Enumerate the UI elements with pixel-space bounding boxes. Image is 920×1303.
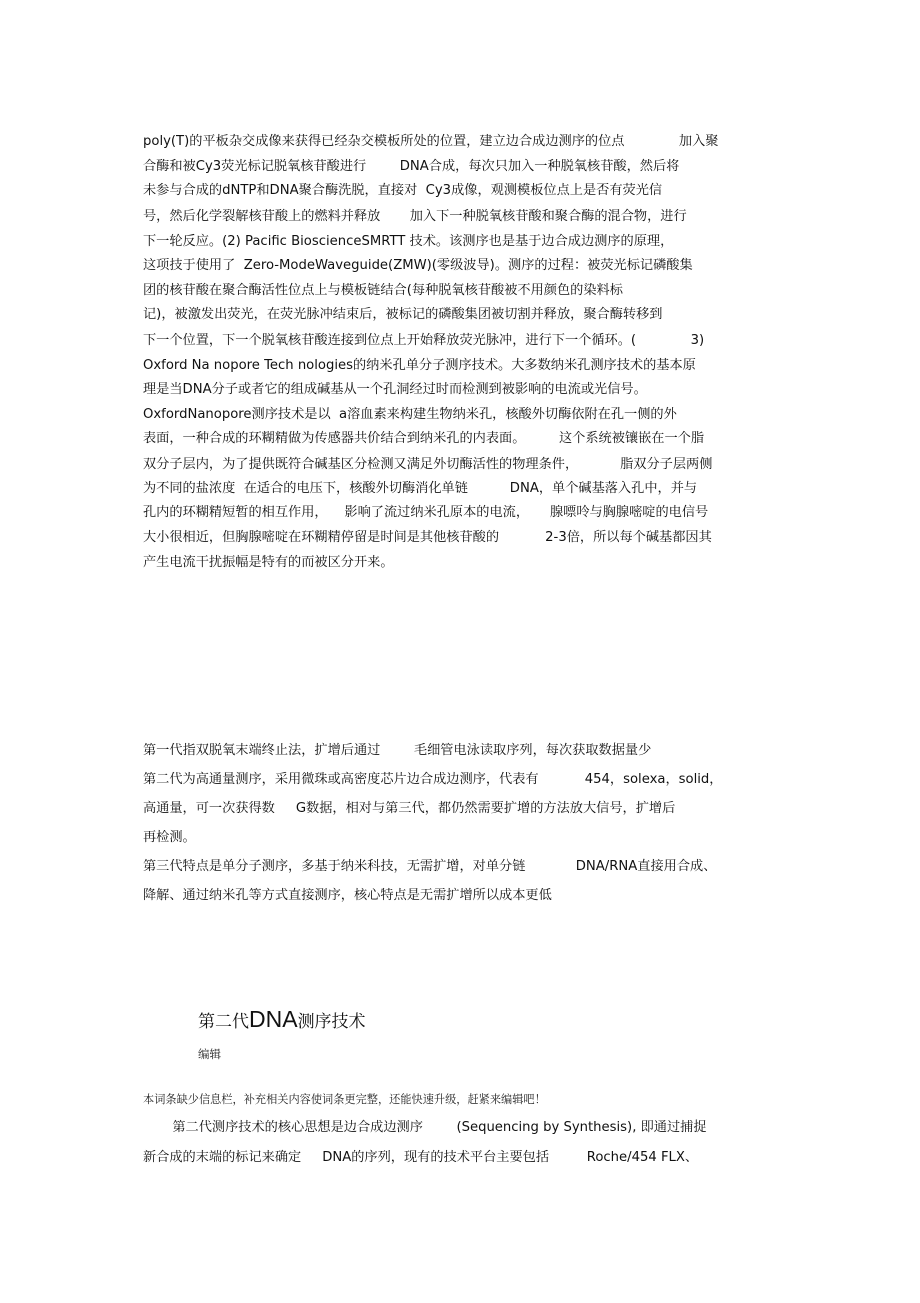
text-line: 第三代特点是单分子测序，多基于纳米科技，无需扩增，对单分链 DNA/RNA直接用合成、 (143, 859, 717, 874)
text-line: 降解、通过纳米孔等方式直接测序，核心特点是无需扩增所以成本更低 (143, 888, 552, 903)
text-line: 第一代指双脱氧末端终止法，扩增后通过 毛细管电泳读取序列，每次获取数据量少 (143, 743, 652, 758)
edit-link[interactable]: 编辑 (198, 1047, 221, 1061)
text-line: 产生电流干扰振幅是特有的而被区分开来。 (143, 555, 394, 570)
text-line: 团的核苷酸在聚合酶活性位点上与模板链结合(每种脱氧核苷酸被不用颜色的染料标 (143, 283, 623, 298)
section-title-latin: DNA (249, 1006, 298, 1032)
text-line: 未参与合成的dNTP和DNA聚合酶洗脱，直接对 Cy3成像，观测模板位点上是否有荧光信 (143, 183, 663, 198)
text-line: 这项技于使用了 Zero-ModeWaveguide(ZMW)(零级波导)。测序的过程：被荧光标记磷酸集 (143, 258, 693, 273)
text-line: 新合成的末端的标记来确定 DNA的序列，现有的技术平台主要包括 Roche/454 FLX、 (143, 1150, 699, 1165)
text-line: OxfordNanopore测序技术是以 a溶血素来构建生物纳米孔，核酸外切酶依附在孔一侧的外 (143, 407, 677, 422)
text-line: 下一轮反应。(2) Pacific BioscienceSMRTT 技术。该测序也是基于边合成边测序的原理， (143, 234, 674, 249)
text-line: 表面，一种合成的环糊精做为传感器共价结合到纳米孔的内表面。 这个系统被镶嵌在一个脂 (143, 431, 705, 446)
missing-infobox-notice: 本词条缺少信息栏，补充相关内容使词条更完整，还能快速升级，赶紧来编辑吧！ (143, 1093, 546, 1106)
text-line: 再检测。 (143, 830, 196, 845)
text-line: 记)，被激发出荧光，在荧光脉冲结束后，被标记的磷酸集团被切割并释放，聚合酶转移到 (143, 307, 663, 322)
text-line: 下一个位置，下一个脱氧核苷酸连接到位点上开始释放荧光脉冲，进行下一个循环。( 3) (143, 333, 705, 348)
text-line: 为不同的盐浓度 在适合的电压下，核酸外切酶消化单链 DNA，单个碱基落入孔中，并与 (143, 481, 698, 496)
text-line: 大小很相近，但胸腺嘧啶在环糊精停留是时间是其他核苷酸的 2-3倍，所以每个碱基都因其 (143, 530, 712, 545)
text-line: poly(T)的平板杂交成像来获得已经杂交模板所处的位置，建立边合成边测序的位点 加入聚 (143, 134, 719, 149)
text-line: 孔内的环糊精短暂的相互作用， 影响了流过纳米孔原本的电流， 腺嘌呤与胸腺嘧啶的电信号 (143, 505, 709, 520)
text-line: 理是当DNA分子或者它的组成碱基从一个孔洞经过时而检测到被影响的电流或光信号。 (143, 382, 647, 397)
text-line: 高通量，可一次获得数 G数据，相对与第三代，都仍然需要扩增的方法放大信号，扩增后 (143, 801, 676, 816)
text-line: 第二代为高通量测序，采用微珠或高密度芯片边合成边测序，代表有 454，solexa，solid， (143, 772, 723, 787)
text-line: 合酶和被Cy3荧光标记脱氧核苷酸进行 DNA合成，每次只加入一种脱氧核苷酸，然后将 (143, 159, 680, 174)
section-title-prefix: 第二代 (198, 1012, 249, 1032)
text-line: Oxford Na nopore Tech nologies的纳米孔单分子测序技术。大多数纳米孔测序技术的基本原 (143, 358, 696, 373)
text-line: 号，然后化学裂解核苷酸上的燃料并释放 加入下一种脱氧核苷酸和聚合酶的混合物，进行 (143, 209, 687, 224)
section-title-suffix: 测序技术 (297, 1012, 366, 1032)
text-line: 第二代测序技术的核心思想是边合成边测序 (Sequencing by Synthesis), 即通过捕捉 (143, 1120, 707, 1135)
section-title (198, 1004, 366, 1037)
text-line: 双分子层内，为了提供既符合碱基区分检测又满足外切酶活性的物理条件， 脂双分子层两侧 (143, 457, 713, 472)
